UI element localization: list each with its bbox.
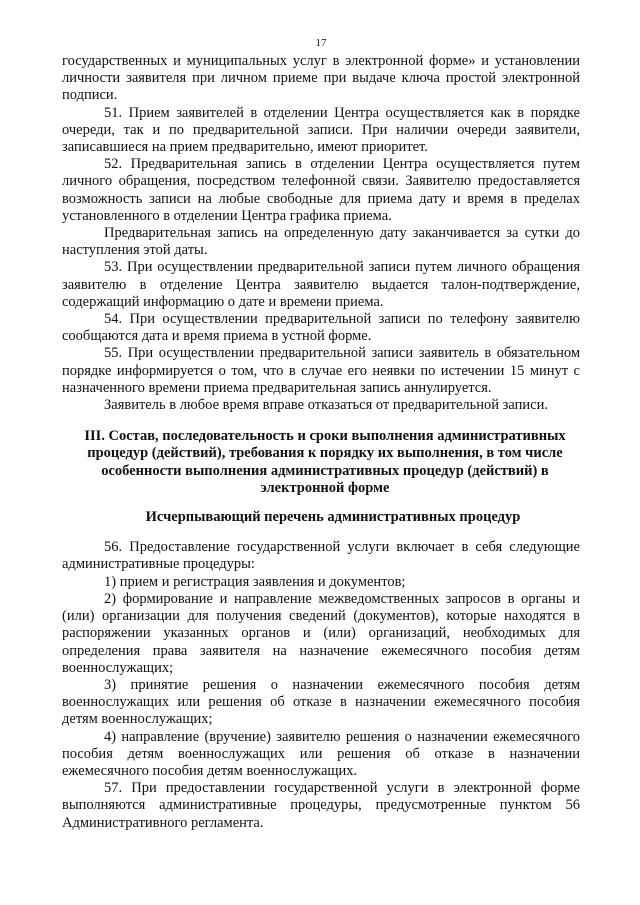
paragraph-51: 51. Прием заявителей в отделении Центра осуществляется как в порядке очереди, так и по предварительной записи. При наличии очереди заявители, записавшиеся на прием предварительно, имеют приоритет. — [62, 104, 580, 156]
list-item-1: 1) прием и регистрация заявления и документов; — [104, 573, 406, 590]
document-body — [62, 53, 580, 832]
page-number: 17 — [315, 37, 327, 49]
paragraph-55: 55. При осуществлении предварительной записи заявитель в обязательном порядке информируется о том, что в случае его неявки по истечении 15 минут с назначенного времени приема предварительная запись аннулируется. — [62, 345, 580, 396]
paragraph-55-note: Заявитель в любое время вправе отказаться от предварительной записи. — [104, 397, 548, 414]
sub-heading: Исчерпывающий перечень административных процедур — [145, 509, 521, 526]
list-item-4: 4) направление (вручение) заявителю решения о назначении ежемесячного пособия детям военнослужащих или решения об отказе в назначении ежемесячного пособия детям военнослужащих. — [62, 728, 580, 779]
paragraph-56: 56. Предоставление государственной услуги включает в себя следующие административные процедуры: — [62, 539, 580, 573]
paragraph-52-note: Предварительная запись на определенную дату заканчивается за сутки до наступления этой даты. — [62, 225, 580, 259]
paragraph-52: 52. Предварительная запись в отделении Центра осуществляется путем личного обращения, посредством телефонной связи. Заявителю предоставляется возможность записи на любые свободные для приема дату и время в пределах установленного в отделении Центра графика приема. — [62, 156, 580, 224]
paragraph-54: 54. При осуществлении предварительной записи по телефону заявителю сообщаются дата и время приема в устной форме. — [62, 311, 580, 345]
list-item-2: 2) формирование и направление межведомственных запросов в органы и (или) организации для получения сведений (документов), которые находятся в распоряжении указанных органов и (или) организаций, необходимых для определения права заявителя на назначение ежемесячного пособия детям военнослужащих; — [62, 590, 580, 676]
paragraph-57: 57. При предоставлении государственной услуги в электронной форме выполняются административные процедуры, предусмотренные пунктом 56 Административного регламента. — [62, 780, 580, 831]
paragraph-53: 53. При осуществлении предварительной записи путем личного обращения заявителю в отделение Центра заявителю выдается талон-подтверждение, содержащий информацию о дате и времени приема. — [62, 259, 580, 310]
list-item-3: 3) принятие решения о назначении ежемесячного пособия детям военнослужащих или решения об отказе в назначении ежемесячного пособия детям военнослужащих; — [62, 676, 580, 728]
section-heading: III. Состав, последовательность и сроки выполнения административных процедур (действий), требования к порядку их выполнения, в том числе особенности выполнения административных процедур (действий) в электронной форме — [84, 428, 566, 496]
paragraph-continuation: государственных и муниципальных услуг в электронной форме» и установлении личности заявителя при личном приеме при выдаче ключа простой электронной подписи. — [62, 53, 580, 104]
